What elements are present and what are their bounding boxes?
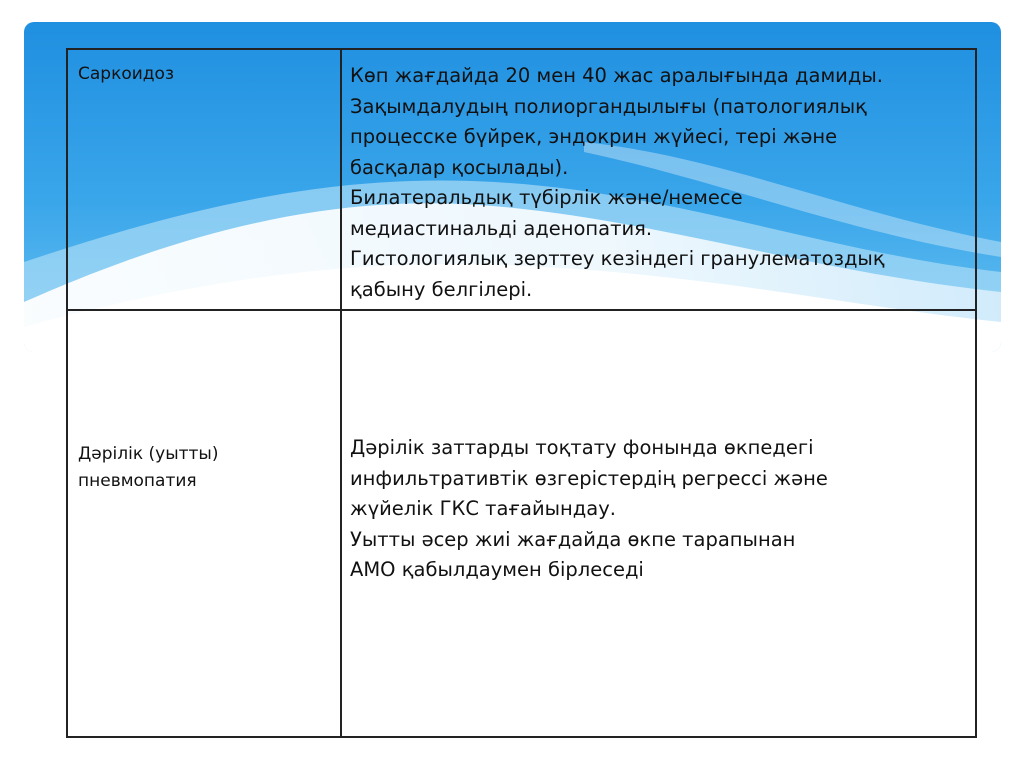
description-line: Уытты әсер жиі жағдайда өкпе тарапынан [350,527,796,551]
table-row [67,310,976,737]
description-line: Көп жағдайда 20 мен 40 жас аралығында дамиды. [350,64,883,87]
description-line: басқалар қосылады). [350,155,569,179]
description-line: АМО қабылдаумен бірлеседі [350,558,644,581]
comparison-table [66,48,977,738]
disease-name: Саркоидоз [78,64,174,84]
description-text [342,50,975,305]
description-cell [341,49,976,310]
description-cell [341,310,976,737]
description-line: Зақымдалудың полиоргандылығы (патологиялық [350,94,867,118]
description-text [342,311,975,586]
disease-cell [67,49,341,310]
disease-name-line: Дәрілік (уытты) [78,444,219,464]
description-line: Билатеральдық түбірлік және/немесе [350,186,743,209]
table-row [67,49,976,310]
disease-cell [67,310,341,737]
disease-name-line: пневмопатия [78,471,197,491]
description-line: жүйелік ГКС тағайындау. [350,497,616,520]
disease-name [68,311,340,495]
description-line: қабыну белгілері. [350,277,533,301]
description-line: Дәрілік заттарды тоқтату фонында өкпедегі [350,436,814,459]
description-line: Гистологиялық зерттеу кезіндегі гранулематоздық [350,247,885,270]
description-line: процесске бүйрек, эндокрин жүйесі, тері және [350,125,838,148]
description-line: инфильтративтік өзгерістердің регрессі және [350,466,828,490]
description-line: медиастинальді аденопатия. [350,216,653,240]
